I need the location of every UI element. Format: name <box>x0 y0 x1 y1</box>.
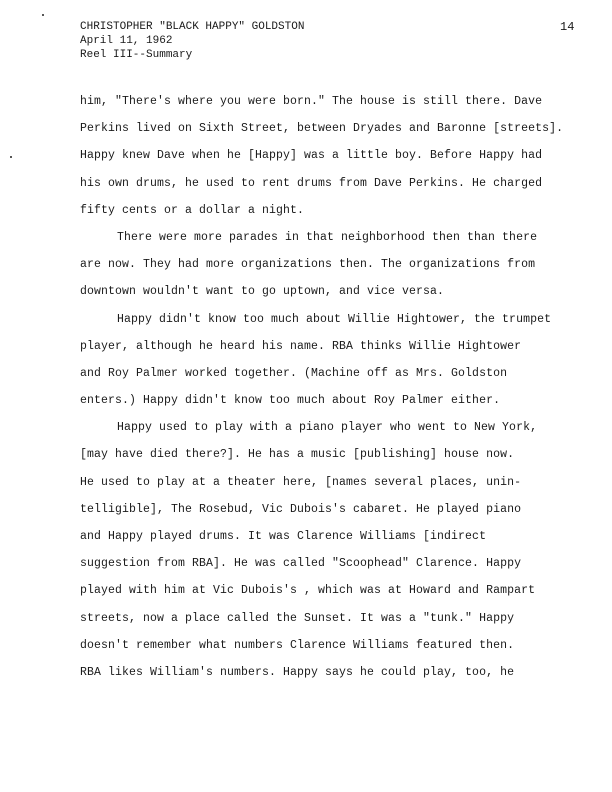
reel-label: Reel III--Summary <box>80 49 193 61</box>
text-line: his own drums, he used to rent drums from Dave Perkins. He charged <box>80 176 543 190</box>
text-line: are now. They had more organizations then. The organizations from <box>80 258 536 272</box>
paragraph-start-line: Happy used to play with a piano player who went to New York, <box>117 421 538 435</box>
text-line: doesn't remember what numbers Clarence Williams featured then. <box>80 638 515 652</box>
text-line: telligible], The Rosebud, Vic Dubois's cabaret. He played piano <box>80 502 522 516</box>
text-line: Perkins lived on Sixth Street, between Dryades and Baronne [streets]. <box>80 122 564 136</box>
interview-date: April 11, 1962 <box>80 35 173 47</box>
document-header <box>80 20 304 62</box>
text-line: enters.) Happy didn't know too much about Roy Palmer either. <box>80 394 501 408</box>
text-line: He used to play at a theater here, [names several places, unin- <box>80 475 522 489</box>
text-line: streets, now a place called the Sunset. It was a "tunk." Happy <box>80 611 515 625</box>
text-line: and Happy played drums. It was Clarence Williams [indirect <box>80 530 487 543</box>
text-line: and Roy Palmer worked together. (Machine off as Mrs. Goldston <box>80 366 508 380</box>
text-line: Happy knew Dave when he [Happy] was a little boy. Before Happy had <box>80 149 543 163</box>
text-line: suggestion from RBA]. He was called "Scoophead" Clarence. Happy <box>80 557 522 571</box>
paragraph-start-line: Happy didn't know too much about Willie Hightower, the trumpet <box>117 312 552 326</box>
text-line: [may have died there?]. He has a music [publishing] house now. <box>80 448 515 462</box>
interviewee-name: CHRISTOPHER "BLACK HAPPY" GOLDSTON <box>80 21 305 33</box>
text-line: him, "There's where you were born." The house is still there. Dave <box>80 95 543 108</box>
scan-speck <box>42 14 44 16</box>
scan-speck <box>10 156 12 158</box>
text-line: played with him at Vic Dubois's , which was at Howard and Rampart <box>80 584 536 598</box>
text-line: fifty cents or a dollar a night. <box>80 203 305 217</box>
text-line: player, although he heard his name. RBA thinks Willie Hightower <box>80 339 522 353</box>
page-number: 14 <box>560 20 575 34</box>
text-line: downtown wouldn't want to go uptown, and vice versa. <box>80 285 445 299</box>
text-line: RBA likes William's numbers. Happy says he could play, too, he <box>80 665 515 679</box>
paragraph-start-line: There were more parades in that neighborhood then than there <box>117 230 538 244</box>
summary-text <box>80 88 580 686</box>
